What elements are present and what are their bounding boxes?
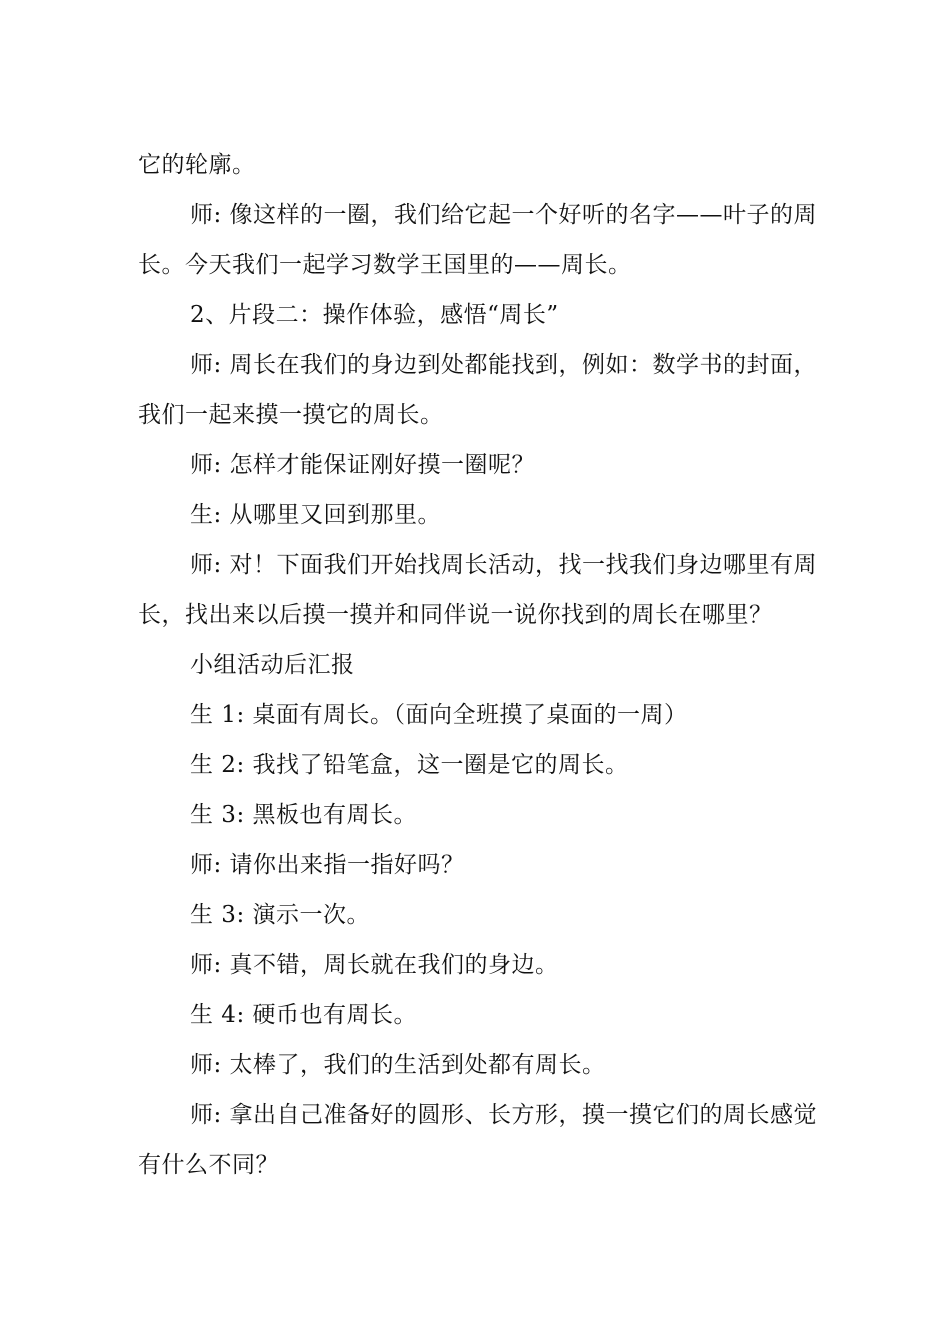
paragraph-student-1: 生 1: 桌面有周长。（面向全班摸了桌面的一周） [190, 702, 688, 728]
paragraph-teacher-book-cover: 师: 周长在我们的身边到处都能找到，例如：数学书的封面，我们一起来摸一摸它的周长。 [138, 352, 818, 428]
paragraph-teacher-perimeter-name: 师: 像这样的一圈，我们给它起一个好听的名字——叶子的周长。今天我们一起学习数学王国里的——周长。 [138, 202, 818, 278]
document-body [138, 140, 838, 1190]
paragraph-student-answer: 生: 从哪里又回到那里。 [190, 502, 442, 528]
paragraph-teacher-point: 师: 请你出来指一指好吗？ [190, 852, 465, 878]
paragraph-continuation: 它的轮廓。 [138, 152, 256, 178]
paragraph-student-4: 生 4: 硬币也有周长。 [190, 1002, 418, 1028]
paragraph-teacher-great: 师: 太棒了，我们的生活到处都有周长。 [190, 1052, 606, 1078]
paragraph-teacher-praise: 师: 真不错，周长就在我们的身边。 [190, 952, 559, 978]
paragraph-teacher-activity: 师: 对！下面我们开始找周长活动，找一找我们身边哪里有周长，找出来以后摸一摸并和同伴说一说你找到的周长在哪里？ [138, 552, 818, 628]
paragraph-teacher-question: 师: 怎样才能保证刚好摸一圈呢？ [190, 452, 536, 478]
paragraph-student-3-demo: 生 3: 演示一次。 [190, 902, 371, 928]
paragraph-student-3: 生 3: 黑板也有周长。 [190, 802, 418, 828]
paragraph-group-report: 小组活动后汇报 [190, 652, 355, 678]
paragraph-teacher-shapes: 师: 拿出自己准备好的圆形、长方形，摸一摸它们的周长感觉有什么不同？ [138, 1102, 818, 1178]
paragraph-student-2: 生 2: 我找了铅笔盒，这一圈是它的周长。 [190, 752, 629, 778]
section-heading-segment-two: 2、片段二：操作体验，感悟“周长” [190, 302, 559, 328]
